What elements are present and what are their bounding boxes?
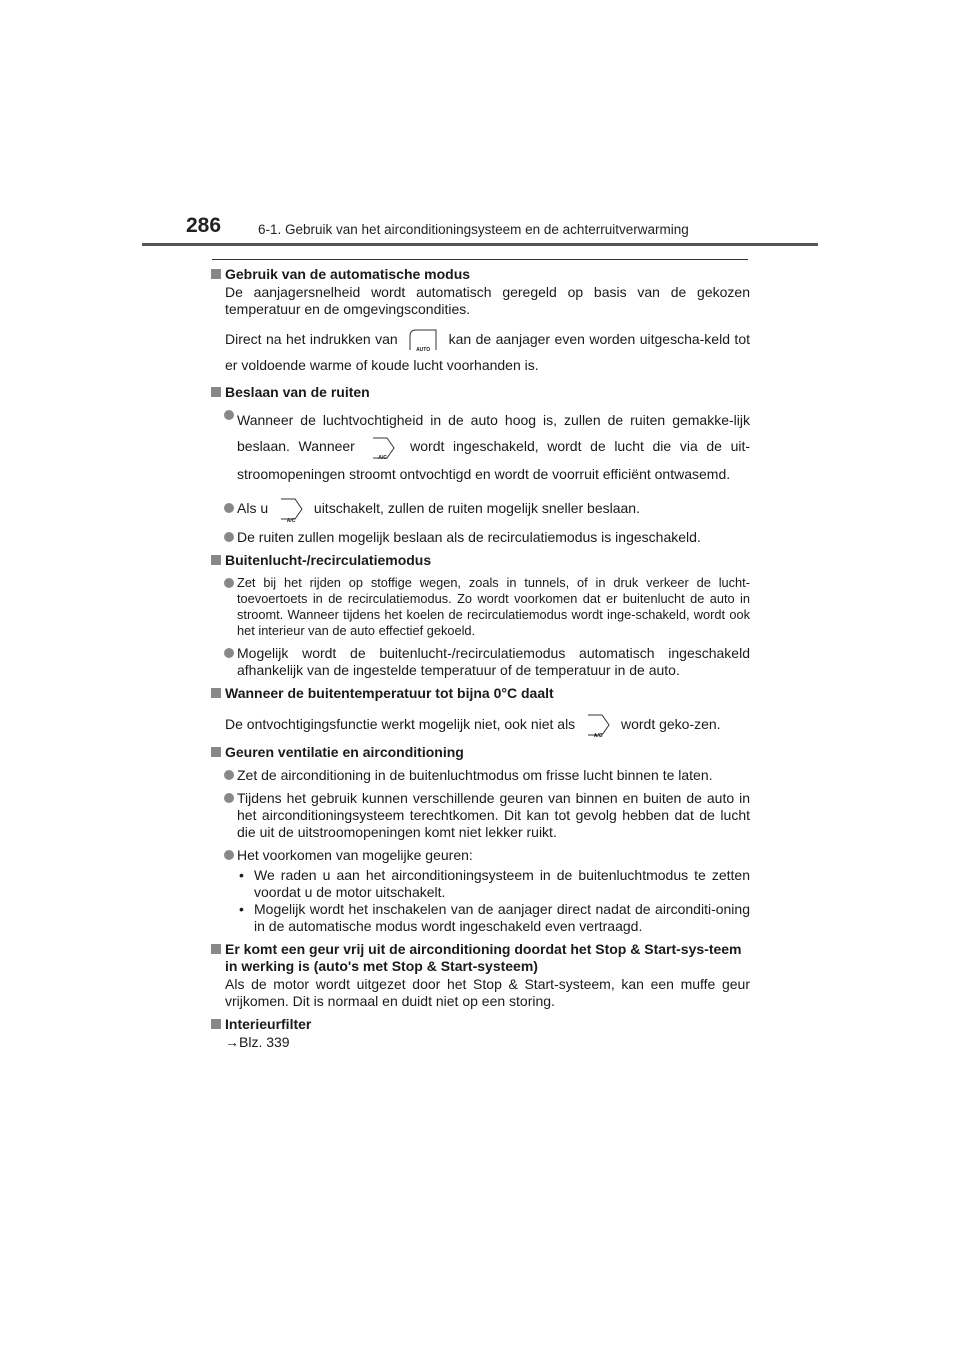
round-bullet-icon (224, 410, 234, 420)
list-item: Het voorkomen van mogelijke geuren: (210, 847, 750, 864)
sub-list-item: • We raden u aan het airconditioningsysteem in de buitenluchtmodus te zetten voordat u de motor uitschakelt. (239, 866, 750, 900)
section-heading: Gebruik van de automatische modus (210, 266, 750, 283)
page-content (210, 266, 750, 1051)
section-heading: Interieurfilter (210, 1016, 750, 1033)
round-bullet-icon (224, 850, 234, 860)
list-item: Zet de airconditioning in de buitenluchtmodus om frisse lucht binnen te laten. (210, 767, 750, 784)
square-bullet-icon (211, 944, 221, 954)
square-bullet-icon (211, 747, 221, 757)
section-heading: Geuren ventilatie en airconditioning (210, 744, 750, 761)
paragraph: De aanjagersnelheid wordt automatisch geregeld op basis van de gekozen temperatuur en de omgevingscondities. (225, 284, 750, 317)
sub-bullet-mark: • (239, 900, 244, 917)
section-heading: Buitenlucht-/recirculatiemodus (210, 552, 750, 569)
list-item: Zet bij het rijden op stoffige wegen, zoals in tunnels, of in druk verkeer de lucht-toevoertoets in de recirculatiemodus. Zo wordt voorkomen dat er buitenlucht de auto in stroomt. Wanneer tijdens het koelen de recirculatiemodus wordt inge-schakeld, wordt ook het interieur van de auto effectief gekoeld. (210, 575, 750, 639)
list-item: De ruiten zullen mogelijk beslaan als de recirculatiemodus is ingeschakeld. (210, 529, 750, 546)
round-bullet-icon (224, 770, 234, 780)
section-heading: Er komt een geur vrij uit de airconditioning doordat het Stop & Start-sys-teem in werking is (auto's met Stop & Start-systeem) (210, 941, 750, 975)
list-item: Mogelijk wordt de buitenlucht-/recirculatiemodus automatisch ingeschakeld afhankelijk van de ingestelde temperatuur of de temperatuur in de auto. (210, 645, 750, 679)
section-heading: Wanneer de buitentemperatuur tot bijna 0°C daalt (210, 685, 750, 702)
ac-button-icon: A/C (370, 435, 396, 461)
sub-bullet-mark: • (239, 866, 244, 883)
paragraph: De ontvochtigingsfunctie werkt mogelijk niet, ook niet als A/C wordt geko-zen. (210, 710, 750, 738)
list-item: Tijdens het gebruik kunnen verschillende geuren van binnen en buiten de auto in het airconditioningsysteem terechtkomen. Dit kan tot gevolg hebben dat de lucht die uit de uitstroomopeningen komt niet lekker ruikt. (210, 790, 750, 841)
square-bullet-icon (211, 269, 221, 279)
round-bullet-icon (224, 793, 234, 803)
page-reference: →Blz. 339 (225, 1033, 290, 1050)
sub-list-item: • Mogelijk wordt het inschakelen van de aanjager direct nadat de airconditi-oning in de automatische modus wordt ingeschakeld even vertraagd. (239, 900, 750, 934)
round-bullet-icon (224, 578, 234, 588)
ac-button-icon: A/C (278, 496, 304, 522)
list-item: Als u A/C uitschakelt, zullen de ruiten mogelijk sneller beslaan. (210, 493, 750, 523)
header-rule (142, 243, 818, 246)
section-rule (212, 259, 748, 260)
square-bullet-icon (211, 387, 221, 397)
paragraph: Direct na het indrukken van AUTO kan de aanjager even worden uitgescha-keld tot er voldoende warme of koude lucht voorhanden is. (210, 326, 750, 378)
ac-button-icon: A/C (585, 712, 611, 738)
round-bullet-icon (224, 532, 234, 542)
chapter-title: 6-1. Gebruik van het airconditioningsysteem en de achterruitverwarming (258, 222, 689, 237)
page-number: 286 (186, 214, 222, 237)
round-bullet-icon (224, 503, 234, 513)
paragraph: Als de motor wordt uitgezet door het Stop & Start-systeem, kan een muffe geur vrijkomen. Dit is normaal en duidt niet op een storing. (225, 975, 750, 1009)
square-bullet-icon (211, 688, 221, 698)
square-bullet-icon (211, 1019, 221, 1029)
auto-button-icon: AUTO (408, 328, 438, 352)
square-bullet-icon (211, 555, 221, 565)
list-item: Wanneer de luchtvochtigheid in de auto hoog is, zullen de ruiten gemakke-lijk beslaan. Wanneer A/C wordt ingeschakeld, wordt de lucht die via de uit-stroomopeningen stroomt ontvochtigd en wordt de voorruit efficiënt ontwasemd. (210, 407, 750, 486)
section-heading: Beslaan van de ruiten (210, 384, 750, 401)
round-bullet-icon (224, 648, 234, 658)
